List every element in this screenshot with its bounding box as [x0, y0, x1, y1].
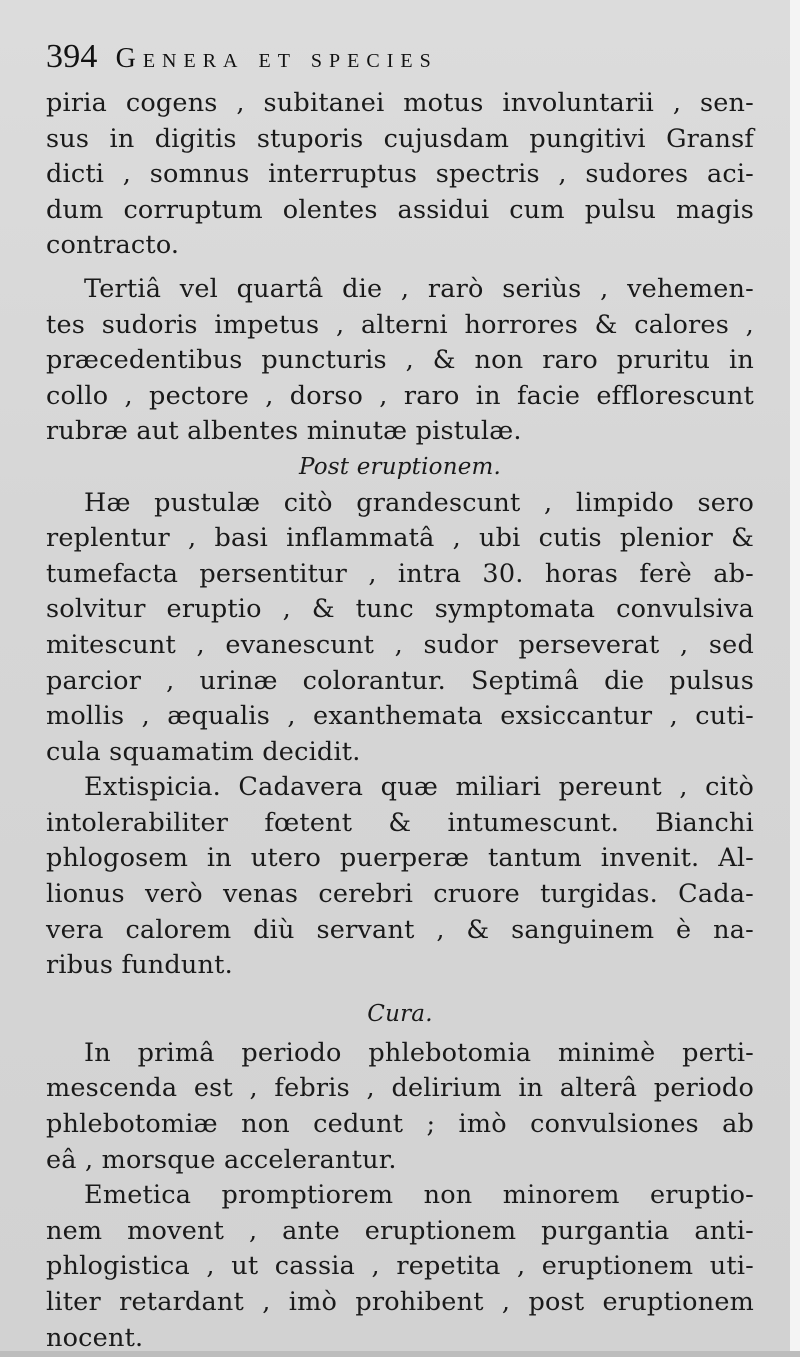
subheading-cura: Cura.: [367, 1000, 433, 1027]
text-line: dicti , somnus interruptus spectris , sudores aci-: [46, 159, 754, 190]
text-line: Tertiâ vel quartâ die , rarò seriùs , vehemen-: [84, 273, 754, 304]
text-line: piria cogens , subitanei motus involuntarii , sen-: [46, 88, 754, 118]
paragraph-pustulae: [46, 486, 754, 771]
text-line: tes sudoris impetus , alterni horrores & calores ,: [46, 309, 754, 340]
text-line: parcior , urinæ colorantur. Septimâ die pulsus: [46, 665, 754, 696]
text-line: cula squamatim decidit.: [46, 736, 361, 767]
text-line: sus in digitis stuporis cujusdam pungitivi Gransf: [46, 123, 754, 154]
text-line: ribus fundunt.: [46, 950, 233, 981]
running-head: [46, 38, 754, 86]
paragraph-continued-symptoms: [46, 86, 754, 264]
text-line: eâ , morsque accelerantur.: [46, 1144, 397, 1175]
text-line: liter retardant , imò prohibent , post eruptionem: [46, 1287, 754, 1317]
text-line: intolerabiliter fœtent & intumescunt. Bianchi: [46, 807, 754, 838]
text-line: nem movent , ante eruptionem purgantia anti-: [46, 1215, 754, 1246]
page-number: 394: [46, 38, 98, 75]
text-line: mollis , æqualis , exanthemata exsiccantur , cuti-: [46, 701, 754, 732]
paragraph-gap: [46, 264, 754, 272]
text-line: replentur , basi inflammatâ , ubi cutis plenior &: [46, 523, 754, 554]
text-line: lionus verò venas cerebri cruore turgidas. Cada-: [46, 879, 754, 910]
paragraph-emetica: [46, 1178, 754, 1356]
paragraph-phlebotomia: [46, 1036, 754, 1178]
text-line: præcedentibus puncturis , & non raro pruritu in: [46, 345, 754, 376]
text-line: collo , pectore , dorso , raro in facie efflorescunt: [46, 380, 754, 411]
text-line: mitescunt , evanescunt , sudor perseverat , sed: [46, 629, 754, 660]
text-line: phlogosem in utero puerperæ tantum invenit. Al-: [46, 843, 754, 874]
text-line: dum corruptum olentes assidui cum pulsu magis: [46, 194, 754, 225]
text-line: phlogistica , ut cassia , repetita , eruptionem uti-: [46, 1251, 754, 1282]
text-line: tumefacta persentitur , intra 30. horas ferè ab-: [46, 558, 754, 589]
text-line: In primâ periodo phlebotomia minimè perti-: [84, 1037, 754, 1068]
text-line: phlebotomiæ non cedunt ; imò convulsiones ab: [46, 1109, 754, 1140]
text-line: vera calorem diù servant , & sanguinem è na-: [46, 914, 754, 945]
paragraph-extispicia: [46, 770, 754, 984]
text-line: nocent.: [46, 1322, 144, 1353]
text-line: mescenda est , febris , delirium in alterâ periodo: [46, 1073, 754, 1104]
text-line: Extispicia. Cadavera quæ miliari pereunt , citò: [84, 772, 754, 803]
page-text: [46, 38, 754, 1356]
text-line: contracto.: [46, 230, 180, 261]
text-line: Emetica promptiorem non minorem eruptio-: [84, 1180, 754, 1211]
text-line: rubræ aut albentes minutæ pistulæ.: [46, 416, 522, 447]
paragraph-tertia: [46, 272, 754, 450]
running-head-title: Genera et species: [115, 43, 438, 74]
subheading-post-eruptionem: Post eruptionem.: [298, 453, 502, 480]
text-line: Hæ pustulæ citò grandescunt , limpido sero: [84, 487, 754, 518]
text-line: solvitur eruptio , & tunc symptomata convulsiva: [46, 594, 754, 625]
page-edge-right: [790, 0, 800, 1357]
